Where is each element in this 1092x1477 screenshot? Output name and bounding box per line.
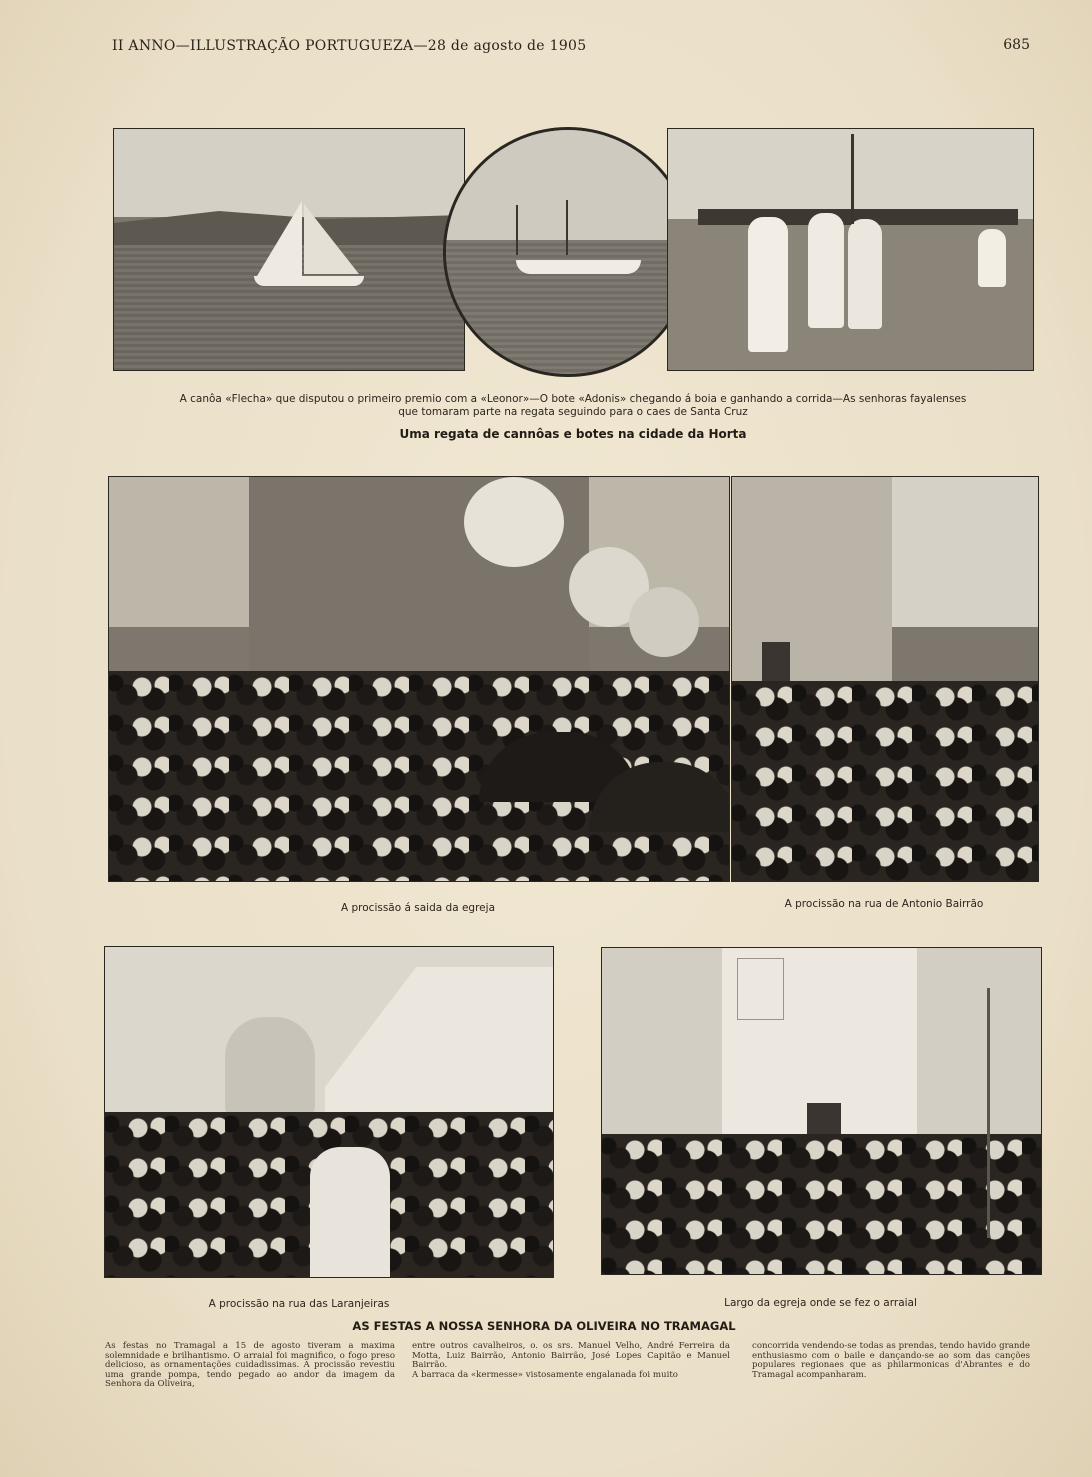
caption-church-exit: A procissão á saida da egreja <box>340 902 495 914</box>
photo-procession-antonio-bairrao <box>731 476 1039 882</box>
article-column-2: entre outros cavalheiros, o. os srs. Manuel Velho, André Ferreira da Motta, Luiz Bairrão, Antonio Bairrão, José Lopes Capitão e Manuel Bairrão. A barraca da «kermesse» vistosamente engalanada foi muito <box>412 1341 730 1380</box>
article-column-3: concorrida vendendo-se todas as prendas, tendo havido grande enthusiasmo com o baile e dançando-se ao som das canções populares regionaes que as philarmonicas d'Abrantes e do Tramagal acompanharam. <box>752 1341 1030 1380</box>
regatta-caption-line2: que tomaram parte na regata seguindo para o caes de Santa Cruz <box>398 406 748 418</box>
caption-church-square: Largo da egreja onde se fez o arraial <box>724 1297 917 1309</box>
photo-boat-adonis <box>443 127 693 377</box>
regatta-caption-line1: A canôa «Flecha» que disputou o primeiro premio com a «Leonor»—O bote «Adonis» chegando á boia e ganhando a corrida—As senhoras fayalenses <box>179 393 967 405</box>
caption-antonio-bairrao: A procissão na rua de Antonio Bairrão <box>784 898 984 910</box>
photo-canoe-flecha <box>113 128 465 371</box>
article-column-1: As festas no Tramagal a 15 de agosto tiveram a maxima solemnidade e brilhantismo. O arraial foi magnifico, o fogo preso delicioso, as ornamentações cuidadissimas. A procissão revestiu uma grande pompa, tendo pegado ao andor da imagem da Senhora da Oliveira, <box>105 1341 395 1390</box>
regatta-title: Uma regata de cannôas e botes na cidade da Horta <box>399 427 747 441</box>
photo-procession-church-exit <box>108 476 730 882</box>
photo-ladies-santa-cruz <box>667 128 1034 371</box>
photo-church-square <box>601 947 1042 1275</box>
caption-laranjeiras: A procissão na rua das Laranjeiras <box>208 1298 390 1310</box>
photo-procession-laranjeiras <box>104 946 554 1278</box>
page-number: 685 <box>1003 37 1030 53</box>
article-title: AS FESTAS A NOSSA SENHORA DA OLIVEIRA NO TRAMAGAL <box>352 1319 736 1333</box>
masthead: II ANNO—ILLUSTRAÇÃO PORTUGUEZA—28 de agosto de 1905 <box>112 38 587 54</box>
